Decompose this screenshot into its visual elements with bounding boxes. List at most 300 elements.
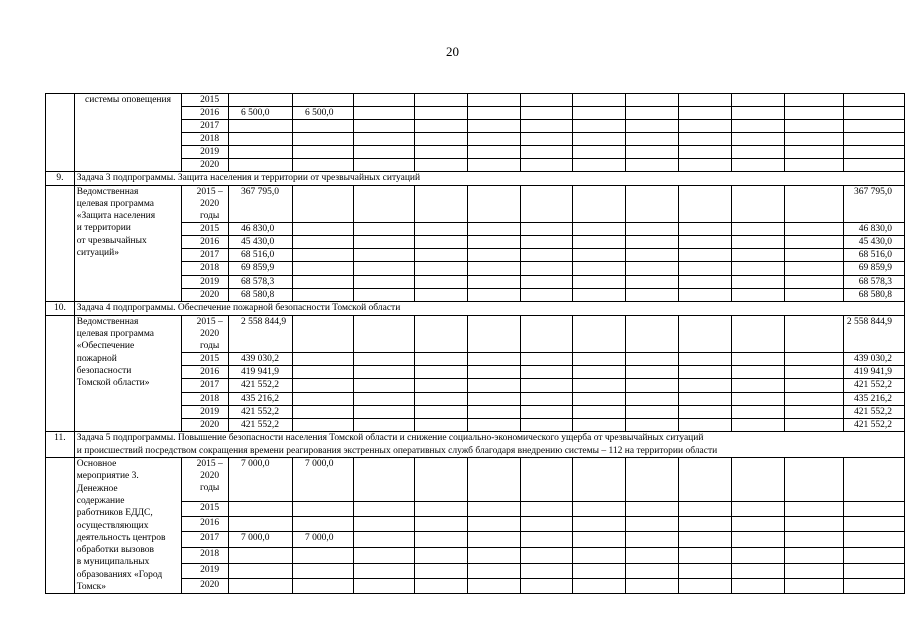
empty-cell	[573, 94, 626, 107]
empty-cell	[626, 235, 679, 248]
empty-cell	[731, 379, 784, 392]
federal-cell	[292, 120, 353, 133]
empty-cell	[626, 222, 679, 235]
federal-cell	[292, 365, 353, 378]
empty-cell	[731, 517, 784, 532]
empty-cell	[784, 392, 843, 405]
empty-cell	[467, 405, 520, 418]
empty-cell	[520, 107, 572, 120]
empty-cell	[679, 405, 731, 418]
federal-cell	[292, 405, 353, 418]
section-heading-row	[46, 302, 905, 315]
empty-cell	[784, 532, 843, 548]
empty-cell	[353, 249, 414, 262]
program-name-line: целевая программа	[76, 328, 154, 339]
total-cell: 367 795,0	[229, 185, 293, 222]
federal-cell	[292, 222, 353, 235]
empty-cell	[679, 262, 731, 275]
right-total-cell	[843, 517, 904, 532]
empty-cell	[467, 501, 520, 516]
empty-cell	[573, 159, 626, 172]
empty-cell	[467, 275, 520, 288]
empty-cell	[626, 563, 679, 578]
empty-cell	[414, 94, 467, 107]
row-number-cell	[46, 315, 75, 432]
empty-cell	[679, 548, 731, 563]
empty-cell	[414, 352, 467, 365]
year-cell: 2018	[182, 548, 229, 563]
empty-cell	[784, 578, 843, 593]
empty-cell	[414, 235, 467, 248]
federal-cell	[292, 392, 353, 405]
empty-cell	[573, 120, 626, 133]
empty-cell	[353, 235, 414, 248]
federal-cell	[292, 94, 353, 107]
empty-cell	[467, 419, 520, 432]
empty-cell	[520, 458, 572, 502]
federal-cell	[292, 563, 353, 578]
year-cell: 2015	[182, 501, 229, 516]
section-heading-line: и происшествий посредством сокращения времени реагирования экстренных оперативных служб благодаря внедрению системы – 112 на территории области	[76, 445, 718, 456]
federal-cell	[292, 517, 353, 532]
empty-cell	[414, 419, 467, 432]
empty-cell	[573, 133, 626, 146]
period-cell: 2015 – 2020 годы	[182, 315, 229, 352]
empty-cell	[626, 315, 679, 352]
total-cell: 45 430,0	[229, 235, 293, 248]
federal-cell	[292, 249, 353, 262]
empty-cell	[679, 222, 731, 235]
empty-cell	[626, 262, 679, 275]
year-cell: 2018	[182, 392, 229, 405]
total-cell	[229, 563, 293, 578]
empty-cell	[520, 185, 572, 222]
total-cell: 68 578,3	[229, 275, 293, 288]
empty-cell	[467, 94, 520, 107]
empty-cell	[573, 365, 626, 378]
empty-cell	[573, 458, 626, 502]
empty-cell	[414, 517, 467, 532]
empty-cell	[731, 548, 784, 563]
empty-cell	[573, 352, 626, 365]
federal-cell: 6 500,0	[292, 107, 353, 120]
empty-cell	[573, 419, 626, 432]
empty-cell	[731, 289, 784, 302]
empty-cell	[626, 379, 679, 392]
empty-cell	[353, 365, 414, 378]
empty-cell	[731, 458, 784, 502]
budget-table	[45, 93, 905, 594]
empty-cell	[679, 107, 731, 120]
program-name-line: «Защита населения	[76, 211, 156, 222]
empty-cell	[626, 392, 679, 405]
program-name-line: целевая программа	[76, 198, 154, 209]
empty-cell	[520, 133, 572, 146]
year-cell: 2015	[182, 222, 229, 235]
empty-cell	[784, 185, 843, 222]
right-total-cell	[843, 107, 904, 120]
program-name-line: Томск»	[76, 582, 107, 593]
empty-cell	[520, 578, 572, 593]
empty-cell	[467, 235, 520, 248]
total-cell: 435 216,2	[229, 392, 293, 405]
empty-cell	[731, 94, 784, 107]
empty-cell	[731, 275, 784, 288]
program-name-cell	[74, 315, 181, 432]
empty-cell	[353, 262, 414, 275]
empty-cell	[520, 235, 572, 248]
empty-cell	[467, 159, 520, 172]
empty-cell	[414, 133, 467, 146]
empty-cell	[784, 275, 843, 288]
empty-cell	[520, 419, 572, 432]
empty-cell	[679, 146, 731, 159]
total-cell	[229, 120, 293, 133]
empty-cell	[353, 379, 414, 392]
program-name-cell	[74, 185, 181, 302]
empty-cell	[731, 159, 784, 172]
empty-cell	[731, 222, 784, 235]
empty-cell	[520, 532, 572, 548]
empty-cell	[414, 405, 467, 418]
right-total-cell: 421 552,2	[843, 405, 904, 418]
empty-cell	[731, 352, 784, 365]
program-name-line: Ведомственная	[76, 316, 139, 327]
empty-cell	[353, 578, 414, 593]
program-name-line: «Обеспечение	[76, 341, 135, 352]
program-name-line: работников ЕДДС,	[76, 508, 153, 519]
empty-cell	[679, 185, 731, 222]
total-cell	[229, 133, 293, 146]
empty-cell	[467, 262, 520, 275]
empty-cell	[731, 405, 784, 418]
empty-cell	[784, 262, 843, 275]
empty-cell	[414, 563, 467, 578]
section-number: 11.	[46, 432, 75, 458]
empty-cell	[467, 365, 520, 378]
total-cell: 2 558 844,9	[229, 315, 293, 352]
empty-cell	[626, 352, 679, 365]
right-total-cell	[843, 563, 904, 578]
program-name-line: ситуаций»	[76, 248, 119, 259]
empty-cell	[573, 235, 626, 248]
federal-cell	[292, 235, 353, 248]
program-name-cell: системы оповещения	[74, 94, 181, 172]
empty-cell	[414, 532, 467, 548]
empty-cell	[784, 146, 843, 159]
right-total-cell	[843, 146, 904, 159]
empty-cell	[573, 222, 626, 235]
empty-cell	[414, 222, 467, 235]
empty-cell	[414, 392, 467, 405]
empty-cell	[679, 352, 731, 365]
empty-cell	[784, 501, 843, 516]
empty-cell	[467, 548, 520, 563]
year-cell: 2016	[182, 517, 229, 532]
empty-cell	[626, 405, 679, 418]
total-cell: 7 000,0	[229, 458, 293, 502]
right-total-cell: 367 795,0	[843, 185, 904, 222]
empty-cell	[353, 222, 414, 235]
empty-cell	[679, 120, 731, 133]
program-name-line: Основное	[76, 459, 117, 470]
year-cell: 2016	[182, 107, 229, 120]
empty-cell	[784, 365, 843, 378]
empty-cell	[731, 365, 784, 378]
program-name-line: Денежное	[76, 483, 118, 494]
empty-cell	[520, 222, 572, 235]
right-total-cell: 439 030,2	[843, 352, 904, 365]
federal-cell: 7 000,0	[292, 458, 353, 502]
empty-cell	[520, 289, 572, 302]
section-heading	[74, 432, 904, 458]
empty-cell	[679, 563, 731, 578]
empty-cell	[353, 405, 414, 418]
total-cell	[229, 517, 293, 532]
empty-cell	[573, 107, 626, 120]
empty-cell	[414, 120, 467, 133]
empty-cell	[784, 120, 843, 133]
empty-cell	[573, 548, 626, 563]
empty-cell	[520, 275, 572, 288]
empty-cell	[353, 548, 414, 563]
empty-cell	[626, 146, 679, 159]
empty-cell	[679, 578, 731, 593]
empty-cell	[679, 235, 731, 248]
empty-cell	[467, 222, 520, 235]
year-cell: 2019	[182, 275, 229, 288]
federal-cell	[292, 419, 353, 432]
row-number-cell	[46, 458, 75, 594]
program-name-line: безопасности	[76, 365, 132, 376]
empty-cell	[679, 249, 731, 262]
period-cell: 2015 – 2020 годы	[182, 185, 229, 222]
empty-cell	[414, 289, 467, 302]
empty-cell	[731, 249, 784, 262]
empty-cell	[784, 315, 843, 352]
year-cell: 2019	[182, 405, 229, 418]
section-heading-row	[46, 172, 905, 185]
empty-cell	[573, 517, 626, 532]
empty-cell	[414, 275, 467, 288]
section-heading	[74, 172, 904, 185]
empty-cell	[520, 563, 572, 578]
federal-cell: 7 000,0	[292, 532, 353, 548]
empty-cell	[467, 315, 520, 352]
empty-cell	[784, 458, 843, 502]
total-cell: 68 516,0	[229, 249, 293, 262]
section-heading-row	[46, 432, 905, 458]
empty-cell	[784, 249, 843, 262]
empty-cell	[626, 419, 679, 432]
empty-cell	[467, 133, 520, 146]
section-heading-line: Задача 5 подпрограммы. Повышение безопасности населения Томской области и снижение социально-экономического ущерба от чрезвычайных ситуаций	[76, 433, 704, 444]
year-cell: 2016	[182, 235, 229, 248]
empty-cell	[520, 392, 572, 405]
total-cell	[229, 548, 293, 563]
empty-cell	[784, 405, 843, 418]
empty-cell	[573, 532, 626, 548]
right-total-cell: 435 216,2	[843, 392, 904, 405]
total-cell: 7 000,0	[229, 532, 293, 548]
year-cell: 2020	[182, 159, 229, 172]
empty-cell	[626, 532, 679, 548]
empty-cell	[467, 120, 520, 133]
empty-cell	[353, 419, 414, 432]
total-cell: 421 552,2	[229, 405, 293, 418]
empty-cell	[467, 289, 520, 302]
row-number-cell	[46, 185, 75, 302]
empty-cell	[353, 275, 414, 288]
empty-cell	[520, 405, 572, 418]
empty-cell	[414, 379, 467, 392]
empty-cell	[520, 379, 572, 392]
empty-cell	[520, 262, 572, 275]
empty-cell	[353, 315, 414, 352]
empty-cell	[573, 405, 626, 418]
empty-cell	[414, 458, 467, 502]
empty-cell	[626, 501, 679, 516]
federal-cell	[292, 352, 353, 365]
empty-cell	[784, 133, 843, 146]
right-total-cell	[843, 120, 904, 133]
empty-cell	[467, 352, 520, 365]
empty-cell	[353, 458, 414, 502]
empty-cell	[679, 315, 731, 352]
year-cell: 2020	[182, 289, 229, 302]
empty-cell	[353, 94, 414, 107]
empty-cell	[414, 159, 467, 172]
right-total-cell	[843, 159, 904, 172]
year-cell: 2020	[182, 578, 229, 593]
empty-cell	[679, 458, 731, 502]
empty-cell	[353, 517, 414, 532]
right-total-cell: 68 578,3	[843, 275, 904, 288]
right-total-cell	[843, 532, 904, 548]
empty-cell	[626, 120, 679, 133]
right-total-cell	[843, 94, 904, 107]
empty-cell	[573, 392, 626, 405]
empty-cell	[679, 392, 731, 405]
empty-cell	[784, 222, 843, 235]
empty-cell	[467, 107, 520, 120]
federal-cell	[292, 315, 353, 352]
empty-cell	[353, 133, 414, 146]
empty-cell	[626, 159, 679, 172]
empty-cell	[467, 379, 520, 392]
right-total-cell: 45 430,0	[843, 235, 904, 248]
empty-cell	[679, 365, 731, 378]
empty-cell	[353, 392, 414, 405]
total-cell	[229, 501, 293, 516]
right-total-cell	[843, 578, 904, 593]
right-total-cell: 419 941,9	[843, 365, 904, 378]
right-total-cell: 421 552,2	[843, 379, 904, 392]
empty-cell	[679, 275, 731, 288]
right-total-cell	[843, 458, 904, 502]
empty-cell	[679, 289, 731, 302]
empty-cell	[679, 133, 731, 146]
total-cell	[229, 94, 293, 107]
year-cell: 2017	[182, 249, 229, 262]
empty-cell	[784, 289, 843, 302]
year-cell: 2015	[182, 352, 229, 365]
empty-cell	[679, 517, 731, 532]
empty-cell	[573, 501, 626, 516]
empty-cell	[414, 107, 467, 120]
empty-cell	[353, 352, 414, 365]
empty-cell	[573, 315, 626, 352]
empty-cell	[731, 146, 784, 159]
section-heading-line: Задача 4 подпрограммы. Обеспечение пожарной безопасности Томской области	[76, 303, 401, 314]
empty-cell	[626, 107, 679, 120]
empty-cell	[520, 159, 572, 172]
table-row	[46, 94, 905, 107]
empty-cell	[784, 517, 843, 532]
federal-cell	[292, 289, 353, 302]
empty-cell	[573, 249, 626, 262]
program-name-line: Ведомственная	[76, 186, 139, 197]
empty-cell	[414, 548, 467, 563]
page-number: 20	[446, 44, 459, 59]
empty-cell	[414, 185, 467, 222]
empty-cell	[731, 235, 784, 248]
empty-cell	[731, 563, 784, 578]
empty-cell	[731, 315, 784, 352]
total-cell: 6 500,0	[229, 107, 293, 120]
empty-cell	[731, 419, 784, 432]
empty-cell	[520, 120, 572, 133]
empty-cell	[520, 315, 572, 352]
period-row	[46, 185, 905, 222]
year-cell: 2019	[182, 146, 229, 159]
period-row	[46, 458, 905, 502]
empty-cell	[626, 289, 679, 302]
program-name-line: образованиях «Город	[76, 569, 163, 580]
empty-cell	[353, 159, 414, 172]
empty-cell	[414, 249, 467, 262]
year-cell: 2018	[182, 262, 229, 275]
right-total-cell: 68 580,8	[843, 289, 904, 302]
empty-cell	[467, 578, 520, 593]
empty-cell	[573, 146, 626, 159]
program-name-cell	[74, 458, 181, 594]
empty-cell	[679, 419, 731, 432]
empty-cell	[573, 185, 626, 222]
empty-cell	[626, 249, 679, 262]
empty-cell	[353, 532, 414, 548]
empty-cell	[626, 365, 679, 378]
empty-cell	[573, 262, 626, 275]
empty-cell	[467, 146, 520, 159]
empty-cell	[784, 235, 843, 248]
total-cell: 419 941,9	[229, 365, 293, 378]
empty-cell	[731, 107, 784, 120]
empty-cell	[573, 275, 626, 288]
empty-cell	[353, 146, 414, 159]
empty-cell	[679, 379, 731, 392]
empty-cell	[784, 548, 843, 563]
program-name-line: обработки вызовов	[76, 545, 154, 556]
empty-cell	[626, 548, 679, 563]
year-cell: 2015	[182, 94, 229, 107]
empty-cell	[467, 532, 520, 548]
total-cell: 439 030,2	[229, 352, 293, 365]
section-heading	[74, 302, 904, 315]
total-cell: 421 552,2	[229, 419, 293, 432]
empty-cell	[731, 501, 784, 516]
year-cell: 2018	[182, 133, 229, 146]
